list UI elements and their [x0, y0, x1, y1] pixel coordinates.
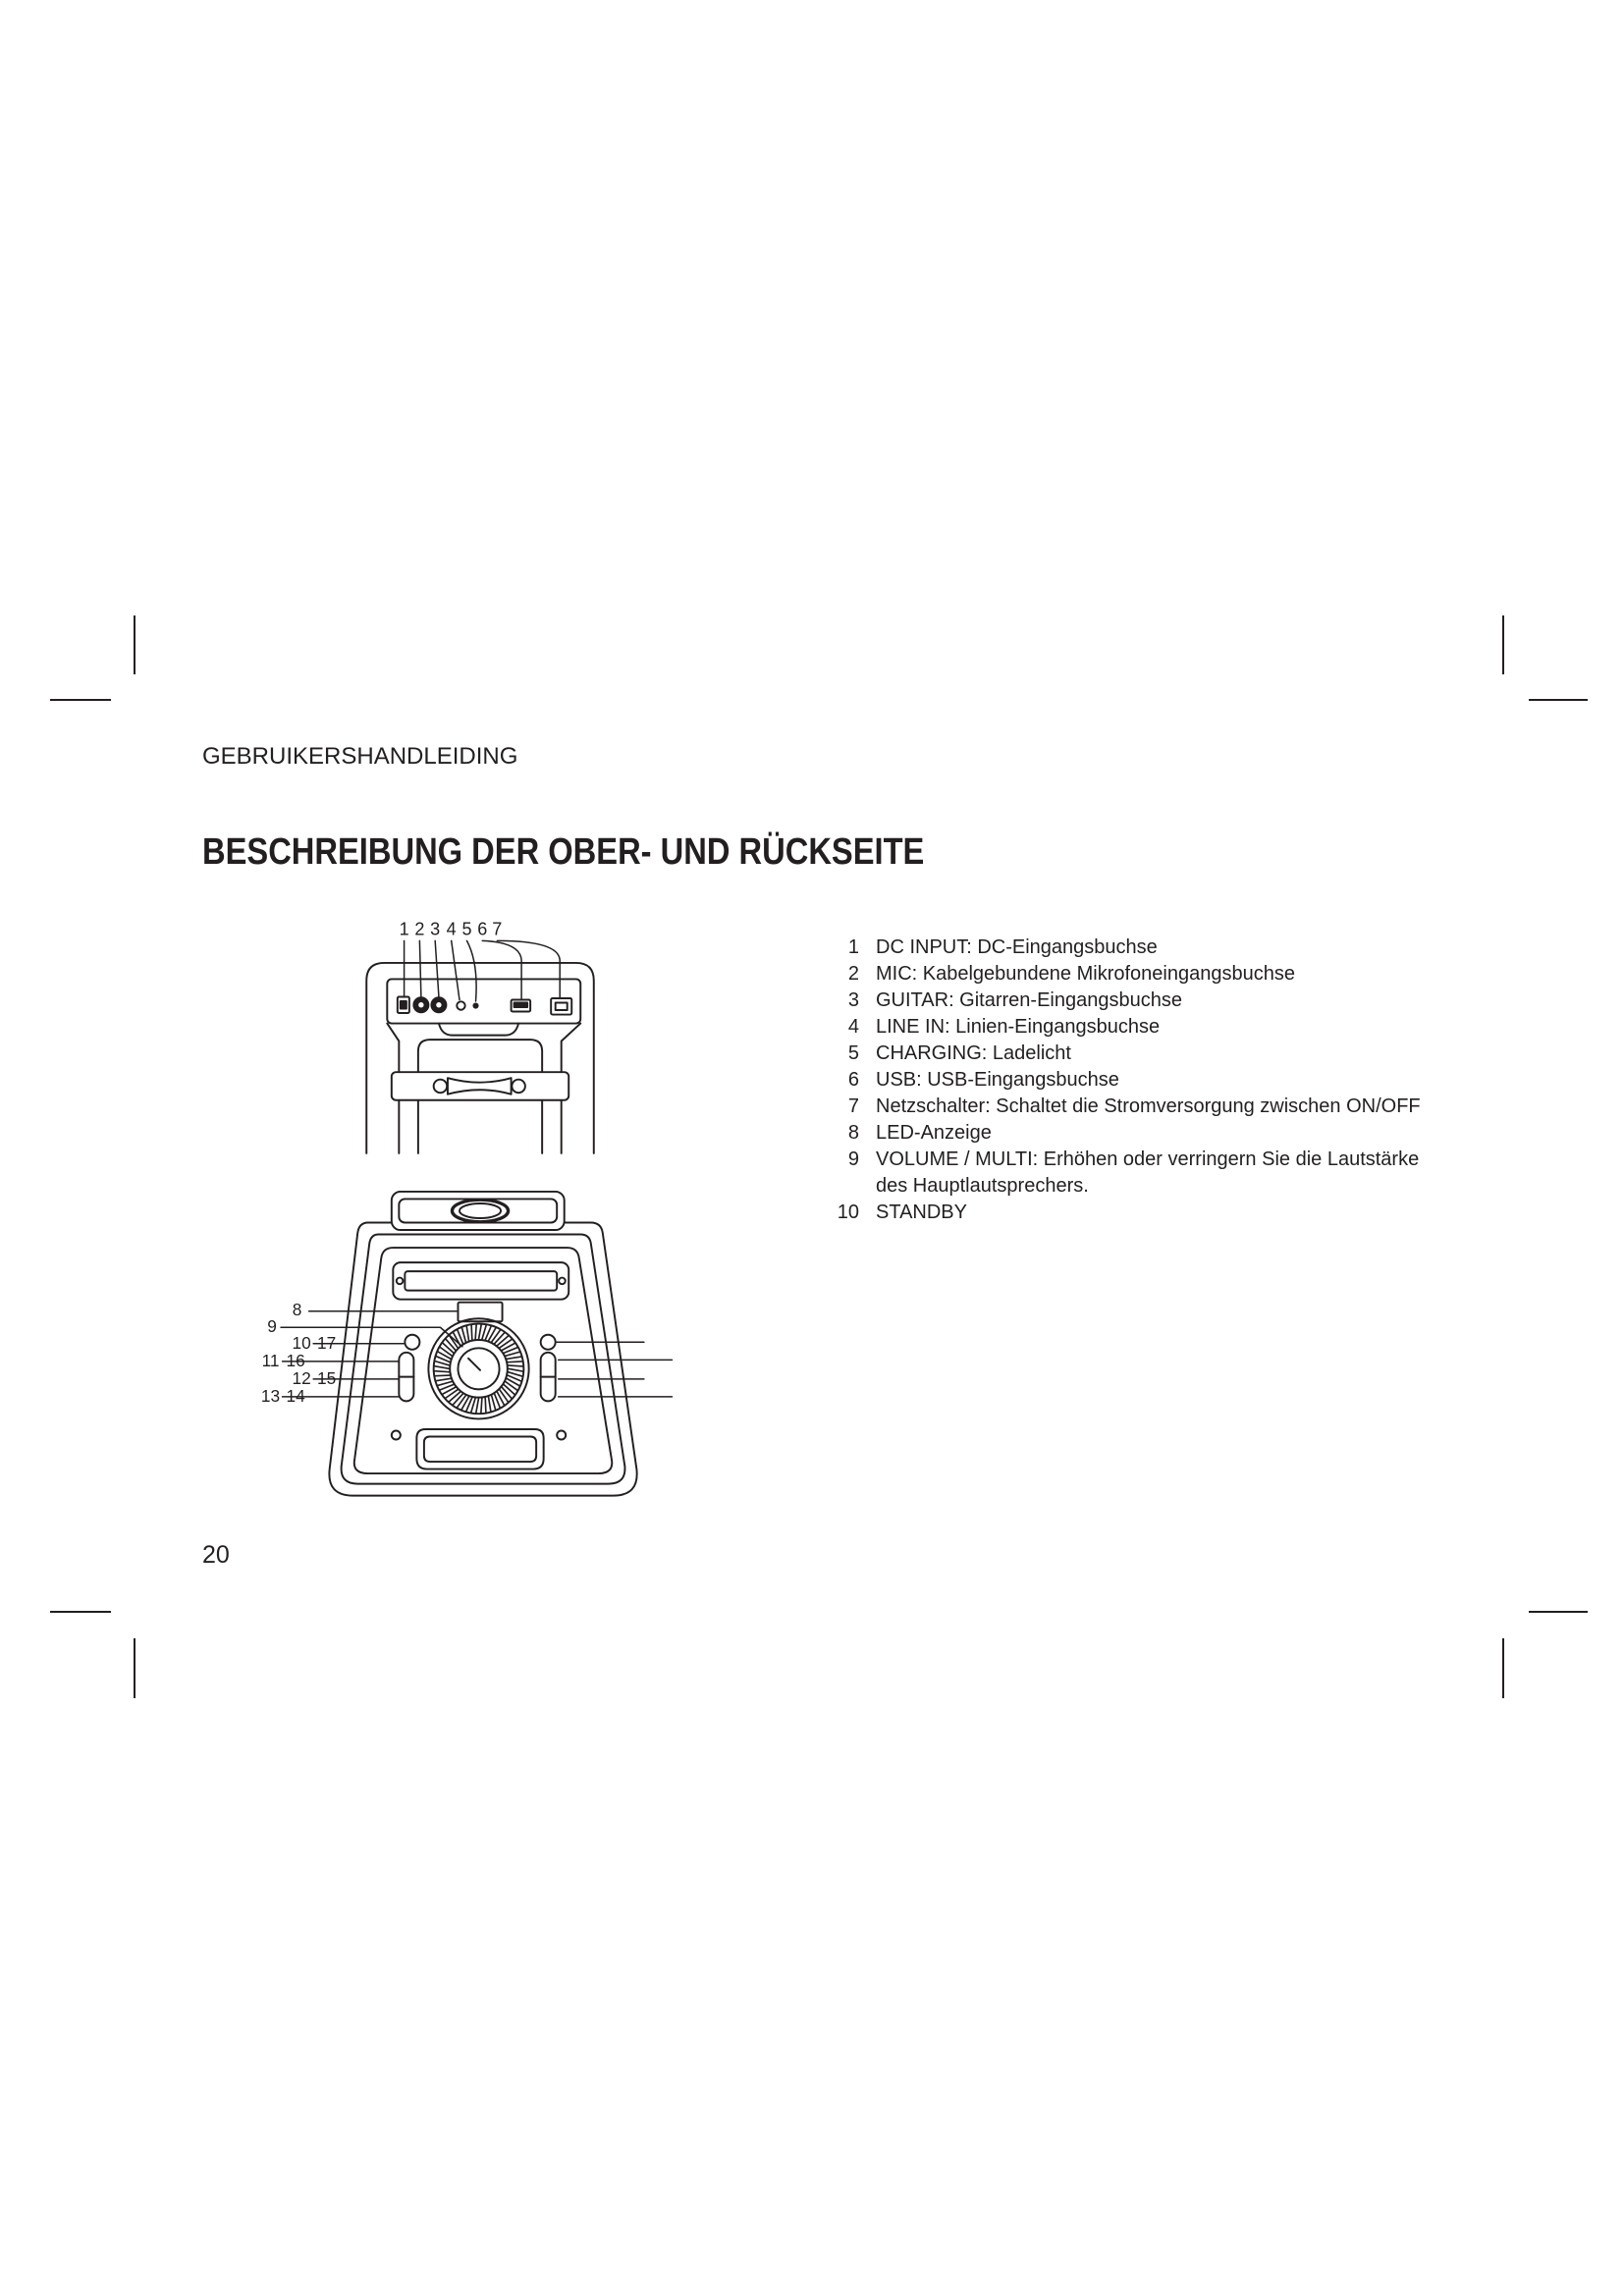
callout-4: 4	[446, 919, 457, 939]
legend-item	[830, 1041, 1443, 1067]
legend-number: 10	[837, 1201, 859, 1223]
speaker-diagram	[251, 908, 694, 1528]
legend-text: DC INPUT: DC-Eingangsbuchse	[876, 936, 1158, 958]
usb-port-icon	[512, 1000, 531, 1012]
legend-item	[830, 1014, 1443, 1041]
callout-16: 16	[286, 1351, 305, 1371]
callout-15: 15	[317, 1368, 337, 1389]
knob-grip-tick	[495, 1333, 505, 1344]
crop-mark-bottom-left-vertical	[134, 1638, 135, 1698]
callout-9: 9	[267, 1315, 277, 1336]
knob-grip-tick	[461, 1328, 465, 1343]
legend-text: STANDBY	[876, 1201, 967, 1223]
knob-grip-tick	[434, 1366, 449, 1369]
callout-2: 2	[414, 919, 425, 939]
knob-grip-tick	[509, 1368, 523, 1371]
legend-text: Netzschalter: Schaltet die Stromversorgung zwischen ON/OFF	[876, 1095, 1421, 1117]
legend-text: GUITAR: Gitarren-Eingangsbuchse	[876, 989, 1182, 1011]
mic-jack-icon	[413, 997, 428, 1012]
legend-text: VOLUME / MULTI: Erhöhen oder verringern Sie die Lautstärke des Hauptlautsprechers.	[876, 1148, 1420, 1197]
bottom-handle-slot	[416, 1429, 543, 1469]
callout-14: 14	[286, 1386, 305, 1407]
top-slot	[393, 1262, 568, 1300]
power-switch-icon	[551, 998, 571, 1015]
crop-mark-top-left-vertical	[134, 615, 135, 674]
knob-grip-tick	[479, 1324, 482, 1339]
legend-number: 2	[847, 963, 859, 985]
legend-item	[830, 1147, 1443, 1200]
knob-grip-tick	[476, 1398, 479, 1413]
section-title: BESCHREIBUNG DER OBER- UND RÜCKSEITE	[202, 831, 925, 873]
legend-number: 1	[847, 936, 859, 958]
callout-6: 6	[477, 919, 488, 939]
legend-number: 7	[847, 1095, 859, 1117]
knob-grip-tick	[485, 1398, 486, 1413]
knob-grip-tick	[497, 1336, 508, 1346]
top-rear-view	[366, 940, 594, 1152]
top-handle-bar	[392, 1192, 565, 1230]
knob-grip-tick	[466, 1326, 468, 1341]
legend-item	[830, 1094, 1443, 1120]
legend-item	[830, 1067, 1443, 1094]
knob-grip-tick	[506, 1352, 520, 1356]
knob-grip-tick	[481, 1398, 482, 1413]
screw-left-icon	[392, 1430, 401, 1439]
knob-grip-tick	[504, 1384, 514, 1394]
legend-number: 3	[847, 989, 859, 1011]
crop-mark-top-right-horizontal	[1529, 699, 1588, 701]
crop-mark-bottom-right-vertical	[1502, 1638, 1504, 1698]
legend-text: USB: USB-Eingangsbuchse	[876, 1069, 1119, 1091]
legend-number: 9	[847, 1148, 859, 1170]
knob-grip-tick	[471, 1325, 472, 1340]
legend-item	[830, 988, 1443, 1014]
carry-strap	[392, 1072, 568, 1100]
legend-item	[830, 1200, 1443, 1226]
crop-mark-bottom-right-horizontal	[1529, 1611, 1588, 1613]
top-leader-lines	[405, 940, 561, 1001]
line-in-jack-icon	[457, 1001, 464, 1009]
crop-mark-top-left-horizontal	[50, 699, 111, 701]
back-view	[281, 1192, 672, 1496]
handle-grip	[439, 1024, 518, 1036]
callout-7: 7	[492, 919, 503, 939]
legend-number: 4	[847, 1016, 859, 1038]
page-number: 20	[202, 1541, 230, 1569]
running-title: GEBRUIKERSHANDLEIDING	[202, 743, 518, 770]
parts-legend	[830, 934, 1443, 1226]
callout-12: 12	[292, 1368, 311, 1389]
screw-right-icon	[557, 1430, 566, 1439]
volume-knob-icon	[428, 1318, 528, 1418]
knob-grip-tick	[507, 1357, 521, 1359]
knob-grip-tick	[488, 1397, 490, 1412]
knob-grip-tick	[436, 1378, 451, 1380]
right-rocker-buttons-icon	[541, 1353, 556, 1402]
callout-17: 17	[317, 1333, 337, 1354]
knob-grip-tick	[435, 1375, 450, 1376]
legend-text: LINE IN: Linien-Eingangsbuchse	[876, 1016, 1161, 1038]
callout-13: 13	[260, 1386, 281, 1407]
charging-led-icon	[473, 1003, 477, 1007]
crop-mark-top-right-vertical	[1502, 615, 1504, 674]
knob-grip-tick	[492, 1395, 496, 1410]
callout-3: 3	[430, 919, 441, 939]
knob-grip-tick	[446, 1339, 456, 1350]
legend-item	[830, 1120, 1443, 1147]
knob-grip-tick	[475, 1324, 476, 1339]
knob-grip-tick	[502, 1387, 512, 1398]
knob-grip-tick	[508, 1365, 522, 1366]
callout-8: 8	[292, 1300, 302, 1320]
legend-item	[830, 934, 1443, 961]
knob-grip-tick	[453, 1394, 462, 1405]
callout-10: 10	[292, 1333, 311, 1354]
left-round-button-icon	[405, 1335, 419, 1350]
knob-grip-tick	[443, 1343, 454, 1353]
left-rocker-buttons-icon	[399, 1353, 413, 1402]
right-round-button-icon	[541, 1335, 556, 1350]
knob-grip-tick	[449, 1392, 460, 1402]
legend-number: 6	[847, 1069, 859, 1091]
knob-grip-tick	[434, 1371, 449, 1372]
legend-item	[830, 961, 1443, 988]
legend-text: MIC: Kabelgebundene Mikrofoneingangsbuchse	[876, 963, 1295, 985]
knob-grip-tick	[438, 1381, 453, 1385]
crop-mark-bottom-left-horizontal	[50, 1611, 111, 1613]
callout-11: 11	[261, 1351, 280, 1371]
legend-number: 5	[847, 1042, 859, 1064]
legend-number: 8	[847, 1122, 859, 1144]
callout-5: 5	[461, 919, 472, 939]
callout-1: 1	[399, 919, 409, 939]
legend-text: CHARGING: Ladelicht	[876, 1042, 1071, 1064]
guitar-jack-icon	[431, 997, 446, 1012]
dc-input-icon	[398, 997, 409, 1014]
legend-text: LED-Anzeige	[876, 1122, 992, 1144]
